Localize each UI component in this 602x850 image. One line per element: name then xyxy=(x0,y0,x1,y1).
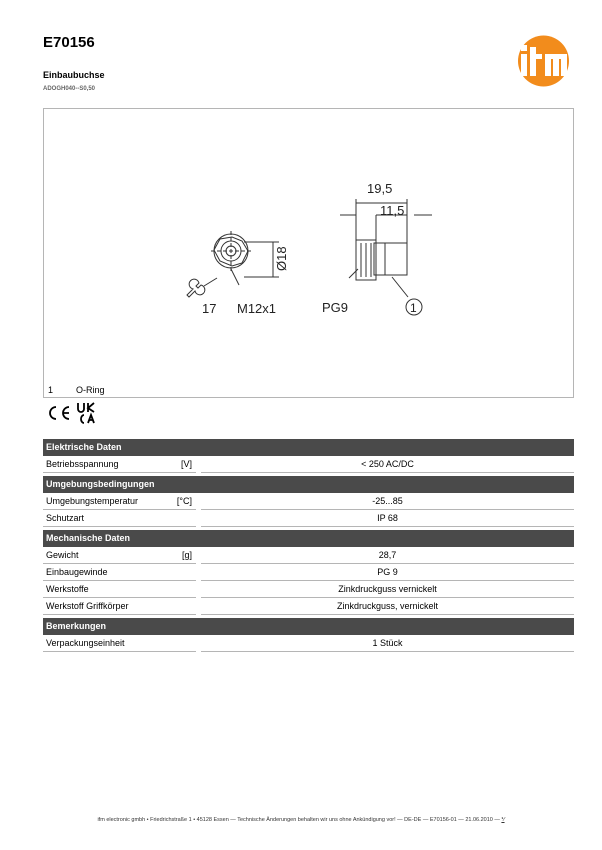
table-row xyxy=(43,457,574,473)
legend-number: 1 xyxy=(48,385,54,395)
wrench-icon xyxy=(187,279,205,297)
row-label: Schutzart xyxy=(46,513,85,523)
table-row xyxy=(43,582,574,598)
ifm-logo xyxy=(513,35,574,87)
spec-table xyxy=(43,439,574,653)
row-label: Einbaugewinde xyxy=(46,567,108,577)
section-header: Umgebungsbedingungen xyxy=(43,476,574,493)
row-value: -25...85 xyxy=(201,494,574,510)
row-value: Zinkdruckguss vernickelt xyxy=(201,582,574,598)
section-header: Bemerkungen xyxy=(43,618,574,635)
footer xyxy=(0,817,602,823)
section-header: Elektrische Daten xyxy=(43,439,574,456)
section-mechanical xyxy=(43,530,574,615)
page-indicator: ⅟ xyxy=(501,817,505,823)
row-value: 1 Stück xyxy=(201,636,574,652)
drawing-svg xyxy=(44,109,573,397)
row-label: Werkstoff Griffkörper xyxy=(46,601,129,611)
section-electrical xyxy=(43,439,574,473)
section-remarks xyxy=(43,618,574,652)
product-name: Einbaubuchse xyxy=(43,70,105,80)
row-value: IP 68 xyxy=(201,511,574,527)
technical-drawing xyxy=(43,108,574,398)
row-unit: [°C] xyxy=(176,496,192,506)
ce-mark xyxy=(50,407,56,419)
row-label: Verpackungseinheit xyxy=(46,638,125,648)
table-row xyxy=(43,599,574,615)
article-number: E70156 xyxy=(43,34,95,51)
row-unit: [g] xyxy=(181,550,192,560)
ukca-mark xyxy=(78,403,94,423)
legend-item xyxy=(48,385,105,395)
diameter-label: Ø18 xyxy=(274,246,289,271)
row-unit: [V] xyxy=(180,459,192,469)
wrench-size-label: 17 xyxy=(202,301,217,316)
gland-label: PG9 xyxy=(322,300,349,315)
certification-marks xyxy=(45,402,100,424)
article-code: ADOGH040--S0,50 xyxy=(43,86,96,92)
footer-text: ifm electronic gmbh • Friedrichstraße 1 • 45128 Essen — Technische Änderungen behalten wir uns ohne Ankündigung vor! — DE-DE — E70156-01 — 21.06.2010 — xyxy=(97,817,500,823)
callout-number: 1 xyxy=(410,301,417,315)
row-label: Gewicht xyxy=(46,550,79,560)
legend-label: O-Ring xyxy=(76,385,105,395)
table-row xyxy=(43,494,574,510)
table-row xyxy=(43,565,574,581)
thread-label: M12x1 xyxy=(237,301,277,316)
thread-length-label: 11,5 xyxy=(380,203,405,218)
row-value: 28,7 xyxy=(201,548,574,564)
row-label: Umgebungstemperatur xyxy=(46,496,139,506)
row-label: Werkstoffe xyxy=(46,584,89,594)
overall-length-label: 19,5 xyxy=(367,181,393,196)
row-value: PG 9 xyxy=(201,565,574,581)
table-row xyxy=(43,548,574,564)
row-value: Zinkdruckguss, vernickelt xyxy=(201,599,574,615)
table-row xyxy=(43,511,574,527)
svg-text:ifm: ifm xyxy=(542,68,545,69)
section-ambient xyxy=(43,476,574,527)
table-row xyxy=(43,636,574,652)
section-header: Mechanische Daten xyxy=(43,530,574,547)
row-value: < 250 AC/DC xyxy=(201,457,574,473)
row-label: Betriebsspannung xyxy=(46,459,119,469)
